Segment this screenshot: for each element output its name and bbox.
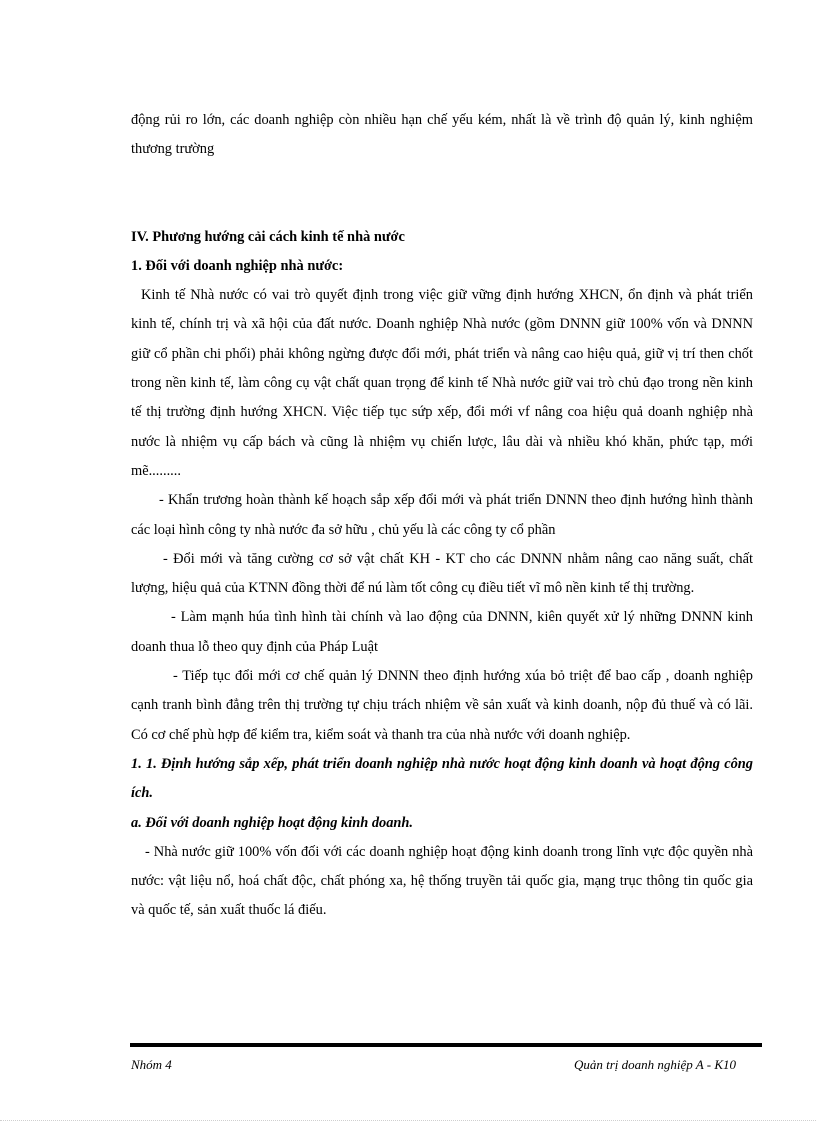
footer-group-label: Nhóm 4 [131, 1057, 172, 1072]
document-body [131, 106, 753, 926]
footer-course-label: Quản trị doanh nghiệp A - K10 [573, 1057, 736, 1072]
bullet-finance: - Làm mạnh húa tình hình tài chính và lao động của DNNN, kiên quyết xử lý những DNNN kinh doanh thua lỗ theo quy định của Pháp Luật [131, 609, 753, 655]
bullet-state-capital: - Nhà nước giữ 100% vốn đối với các doanh nghiệp hoạt động kinh doanh trong lĩnh vực độc quyền nhà nước: vật liệu nổ, hoá chất độc, chất phóng xa, hệ thống truyền tải quốc gia, mạng trục thông tin quốc gia và quốc tế, sản xuất thuốc lá điếu. [131, 843, 753, 919]
paragraph-continuation: động rủi ro lớn, các doanh nghiệp còn nhiều hạn chế yếu kém, nhất là về trình độ quản lý, kinh nghiệm thương trường [131, 112, 753, 158]
subheading-state-enterprises: 1. Đối với doanh nghiệp nhà nước: [131, 257, 344, 274]
bullet-reorganize: - Khẩn trương hoàn thành kế hoạch sắp xếp đổi mới và phát triển DNNN theo định hướng hình thành các loại hình công ty nhà nước đa sở hữu , chủ yếu là các công ty cổ phần [131, 492, 753, 538]
subheading-business: a. Đối với doanh nghiệp hoạt động kinh doanh. [131, 814, 414, 831]
footer-divider [130, 1043, 762, 1047]
paragraph-state-economy: Kinh tế Nhà nước có vai trò quyết định trong việc giữ vững định hướng XHCN, ổn định và phát triển kinh tế, chính trị và xã hội của đất nước. Doanh nghiệp Nhà nước (gồm DNNN giữ 100% vốn và DNNN giữ cổ phần chi phối) phải không ngừng được đổi mới, phát triển và nâng cao hiệu quả, giữ vị trí then chốt trong nền kinh tế, làm công cụ vật chất quan trọng để kinh tế Nhà nước giữ vai trò chủ đạo trong nền kinh tế thị trường định hướng XHCN. Việc tiếp tục sứp xếp, đổi mới vf nâng coa hiệu quả doanh nghiệp nhà nước là nhiệm vụ cấp bách và cũng là nhiệm vụ chiến lược, lâu dài và nhiều khó khăn, phức tạp, mới mẽ......... [131, 287, 753, 479]
spacer [131, 165, 753, 223]
subheading-orientation: 1. 1. Định hướng sắp xếp, phát triển doanh nghiệp nhà nước hoạt động kinh doanh và hoạt động công ích. [131, 755, 753, 802]
bullet-innovate: - Đổi mới và tăng cường cơ sở vật chất KH - KT cho các DNNN nhằm nâng cao năng suất, chất lượng, hiệu quả của KTNN đồng thời để nú làm tốt công cụ điều tiết vĩ mô nền kinh tế thị trường. [131, 550, 753, 597]
bullet-management: - Tiếp tục đổi mới cơ chế quản lý DNNN theo định hướng xúa bỏ triệt để bao cấp , doanh nghiệp cạnh tranh bình đẳng trên thị trường tự chịu trách nhiệm về sản xuất và kinh doanh, nộp đủ thuế và có lãi. Có cơ chế phù hợp để kiểm tra, kiểm soát và thanh tra của nhà nước với doanh nghiệp. [131, 668, 753, 743]
section-heading: IV. Phương hướng cải cách kinh tế nhà nước [131, 228, 405, 245]
page-bottom-edge [0, 1120, 816, 1122]
